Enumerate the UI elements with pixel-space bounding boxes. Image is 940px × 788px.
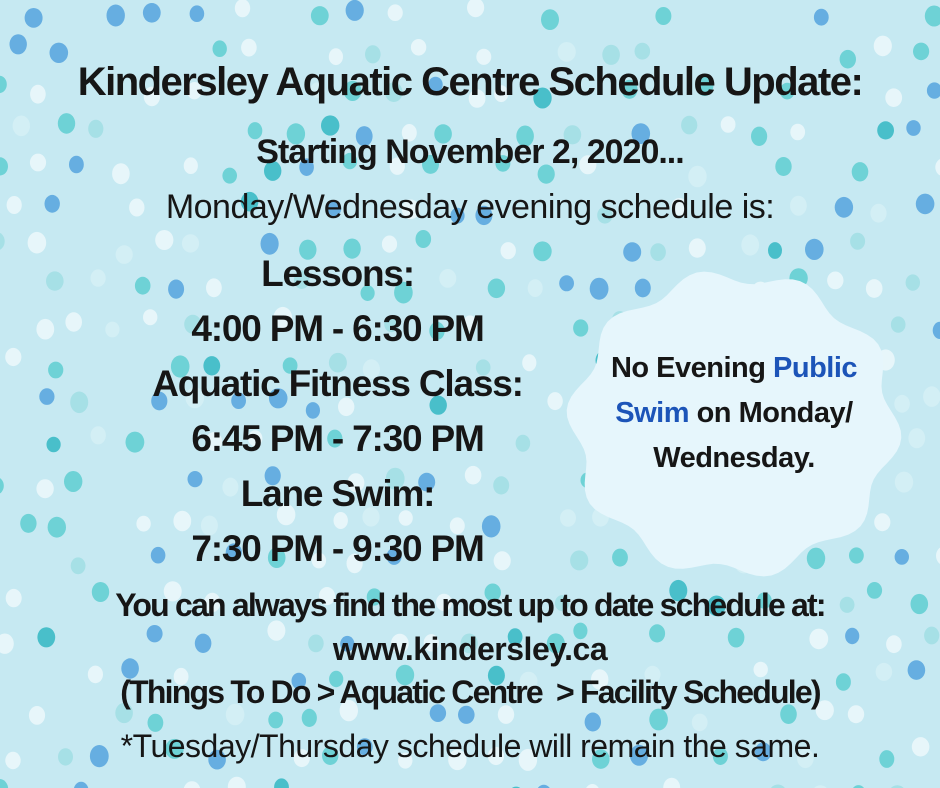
footer-website-url: www.kindersley.ca [332,631,608,667]
badge-highlight-text: Public Swim [615,352,858,429]
schedule-item-label-lane-swim: Lane Swim: [240,473,435,514]
footer-tuesday-thursday-note: *Tuesday/Thursday schedule will remain the same. [120,728,820,764]
footer-site-path: (Things To Do > Aquatic Centre > Facility Schedule) [120,674,820,710]
schedule-list [15,246,660,576]
schedule-item-label-lessons: Lessons: [261,253,414,294]
schedule-intro-line: Monday/Wednesday evening schedule is: [165,188,775,226]
start-date-line: Starting November 2, 2020... [256,133,684,171]
schedule-item-time-aquatic-fitness: 6:45 PM - 7:30 PM [191,418,484,459]
poster-title: Kindersley Aquatic Centre Schedule Update: [77,60,863,104]
no-public-swim-note [584,346,884,481]
badge-text-part1: No Evening [610,352,774,384]
badge-text-part3: on Monday/ Wednesday. [653,397,853,474]
schedule-item-time-lane-swim: 7:30 PM - 9:30 PM [191,528,484,569]
footer-schedule-info-line: You can always find the most up to date schedule at: [115,587,825,623]
schedule-item-label-aquatic-fitness: Aquatic Fitness Class: [152,363,523,404]
schedule-item-time-lessons: 4:00 PM - 6:30 PM [191,308,484,349]
